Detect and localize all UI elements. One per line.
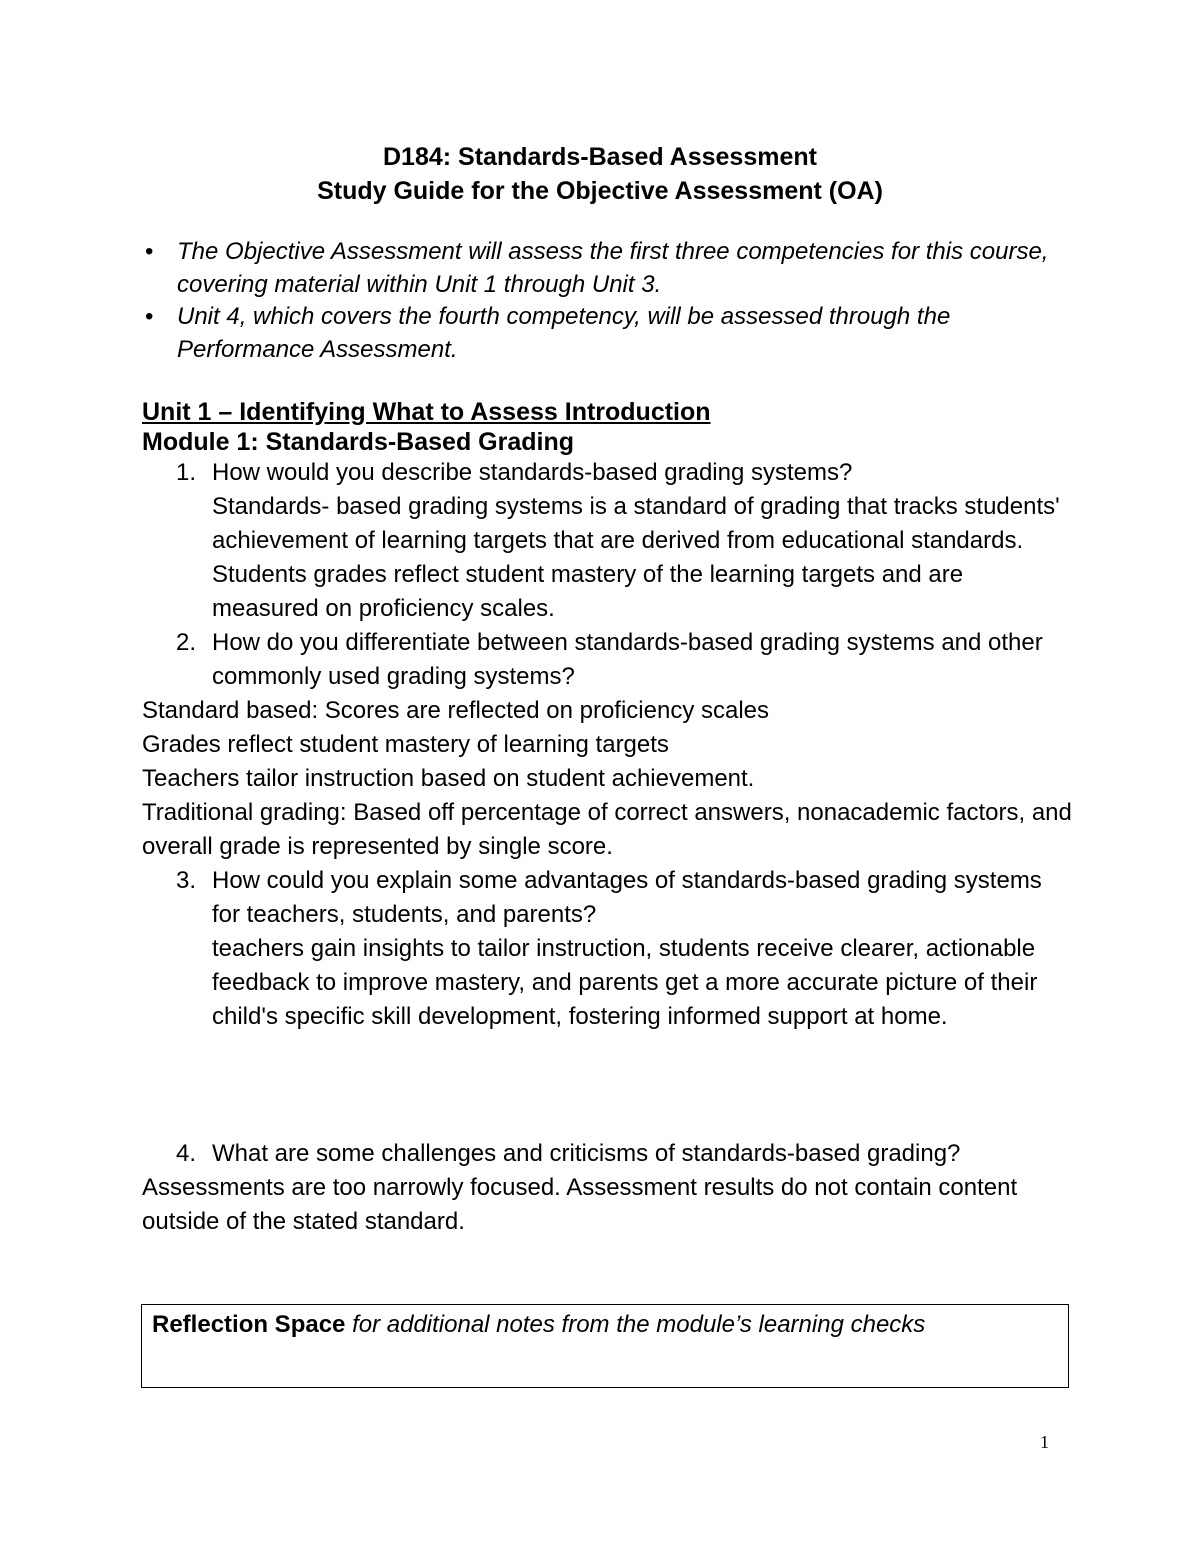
- page-number: 1: [1040, 1432, 1049, 1452]
- question-text: How would you describe standards-based grading systems?: [212, 459, 853, 486]
- intro-bullet-text: The Objective Assessment will assess the first three competencies for this course, covering material within Unit 1 through Unit 3.: [177, 238, 1049, 298]
- question-item: [142, 864, 1072, 1034]
- reflection-note: for additional notes from the module’s learning checks: [352, 1311, 926, 1338]
- document-subtitle: Study Guide for the Objective Assessment (OA): [317, 177, 883, 205]
- reflection-space-box[interactable]: [141, 1304, 1069, 1388]
- question-item: [142, 456, 1072, 626]
- question-text: What are some challenges and criticisms of standards-based grading?: [212, 1140, 961, 1167]
- question-item: [142, 626, 1072, 694]
- question-number: 4.: [176, 1140, 197, 1167]
- answer-text: Assessments are too narrowly focused. Assessment results do not contain content outside of the stated standard.: [142, 1174, 1018, 1235]
- intro-bullet-list: [142, 236, 1062, 366]
- reflection-label: Reflection Space: [152, 1311, 346, 1338]
- question-block-1-2: [142, 456, 1072, 1034]
- answer-line: Teachers tailor instruction based on student achievement.: [142, 765, 755, 792]
- intro-bullet-item: [142, 301, 1062, 366]
- intro-bullet-item: [142, 236, 1062, 301]
- question-number: 1.: [176, 459, 197, 486]
- module-heading: Module 1: Standards-Based Grading: [142, 428, 575, 456]
- bullet-icon: •: [145, 238, 154, 265]
- answer-line: Grades reflect student mastery of learning targets: [142, 731, 669, 758]
- bullet-icon: •: [145, 303, 154, 330]
- answer-text: teachers gain insights to tailor instruction, students receive clearer, actionable feedback to improve mastery, and parents get a more accurate picture of their child's specific skill development, fostering informed support at home.: [212, 935, 1038, 1030]
- answer-text: Standards- based grading systems is a standard of grading that tracks students' achievement of learning targets that are derived from educational standards. Students grades reflect student mastery of the learning targets and are measured on proficiency scales.: [212, 493, 1060, 622]
- intro-bullet-text: Unit 4, which covers the fourth competency, will be assessed through the Performance Assessment.: [177, 303, 951, 363]
- answer-line: Traditional grading: Based off percentage of correct answers, nonacademic factors, and overall grade is represented by single score.: [142, 799, 1072, 860]
- question-text: How could you explain some advantages of standards-based grading systems for teachers, students, and parents?: [212, 867, 1042, 928]
- question-item: [142, 1137, 1072, 1171]
- unit-heading: Unit 1 – Identifying What to Assess Introduction: [142, 398, 711, 426]
- question-number: 3.: [176, 867, 197, 894]
- question-text: How do you differentiate between standards-based grading systems and other commonly used grading systems?: [212, 629, 1043, 690]
- document-title: D184: Standards-Based Assessment: [383, 143, 817, 171]
- answer-line: Standard based: Scores are reflected on proficiency scales: [142, 697, 770, 724]
- question-block-4: [142, 1137, 1072, 1239]
- question-number: 2.: [176, 629, 197, 656]
